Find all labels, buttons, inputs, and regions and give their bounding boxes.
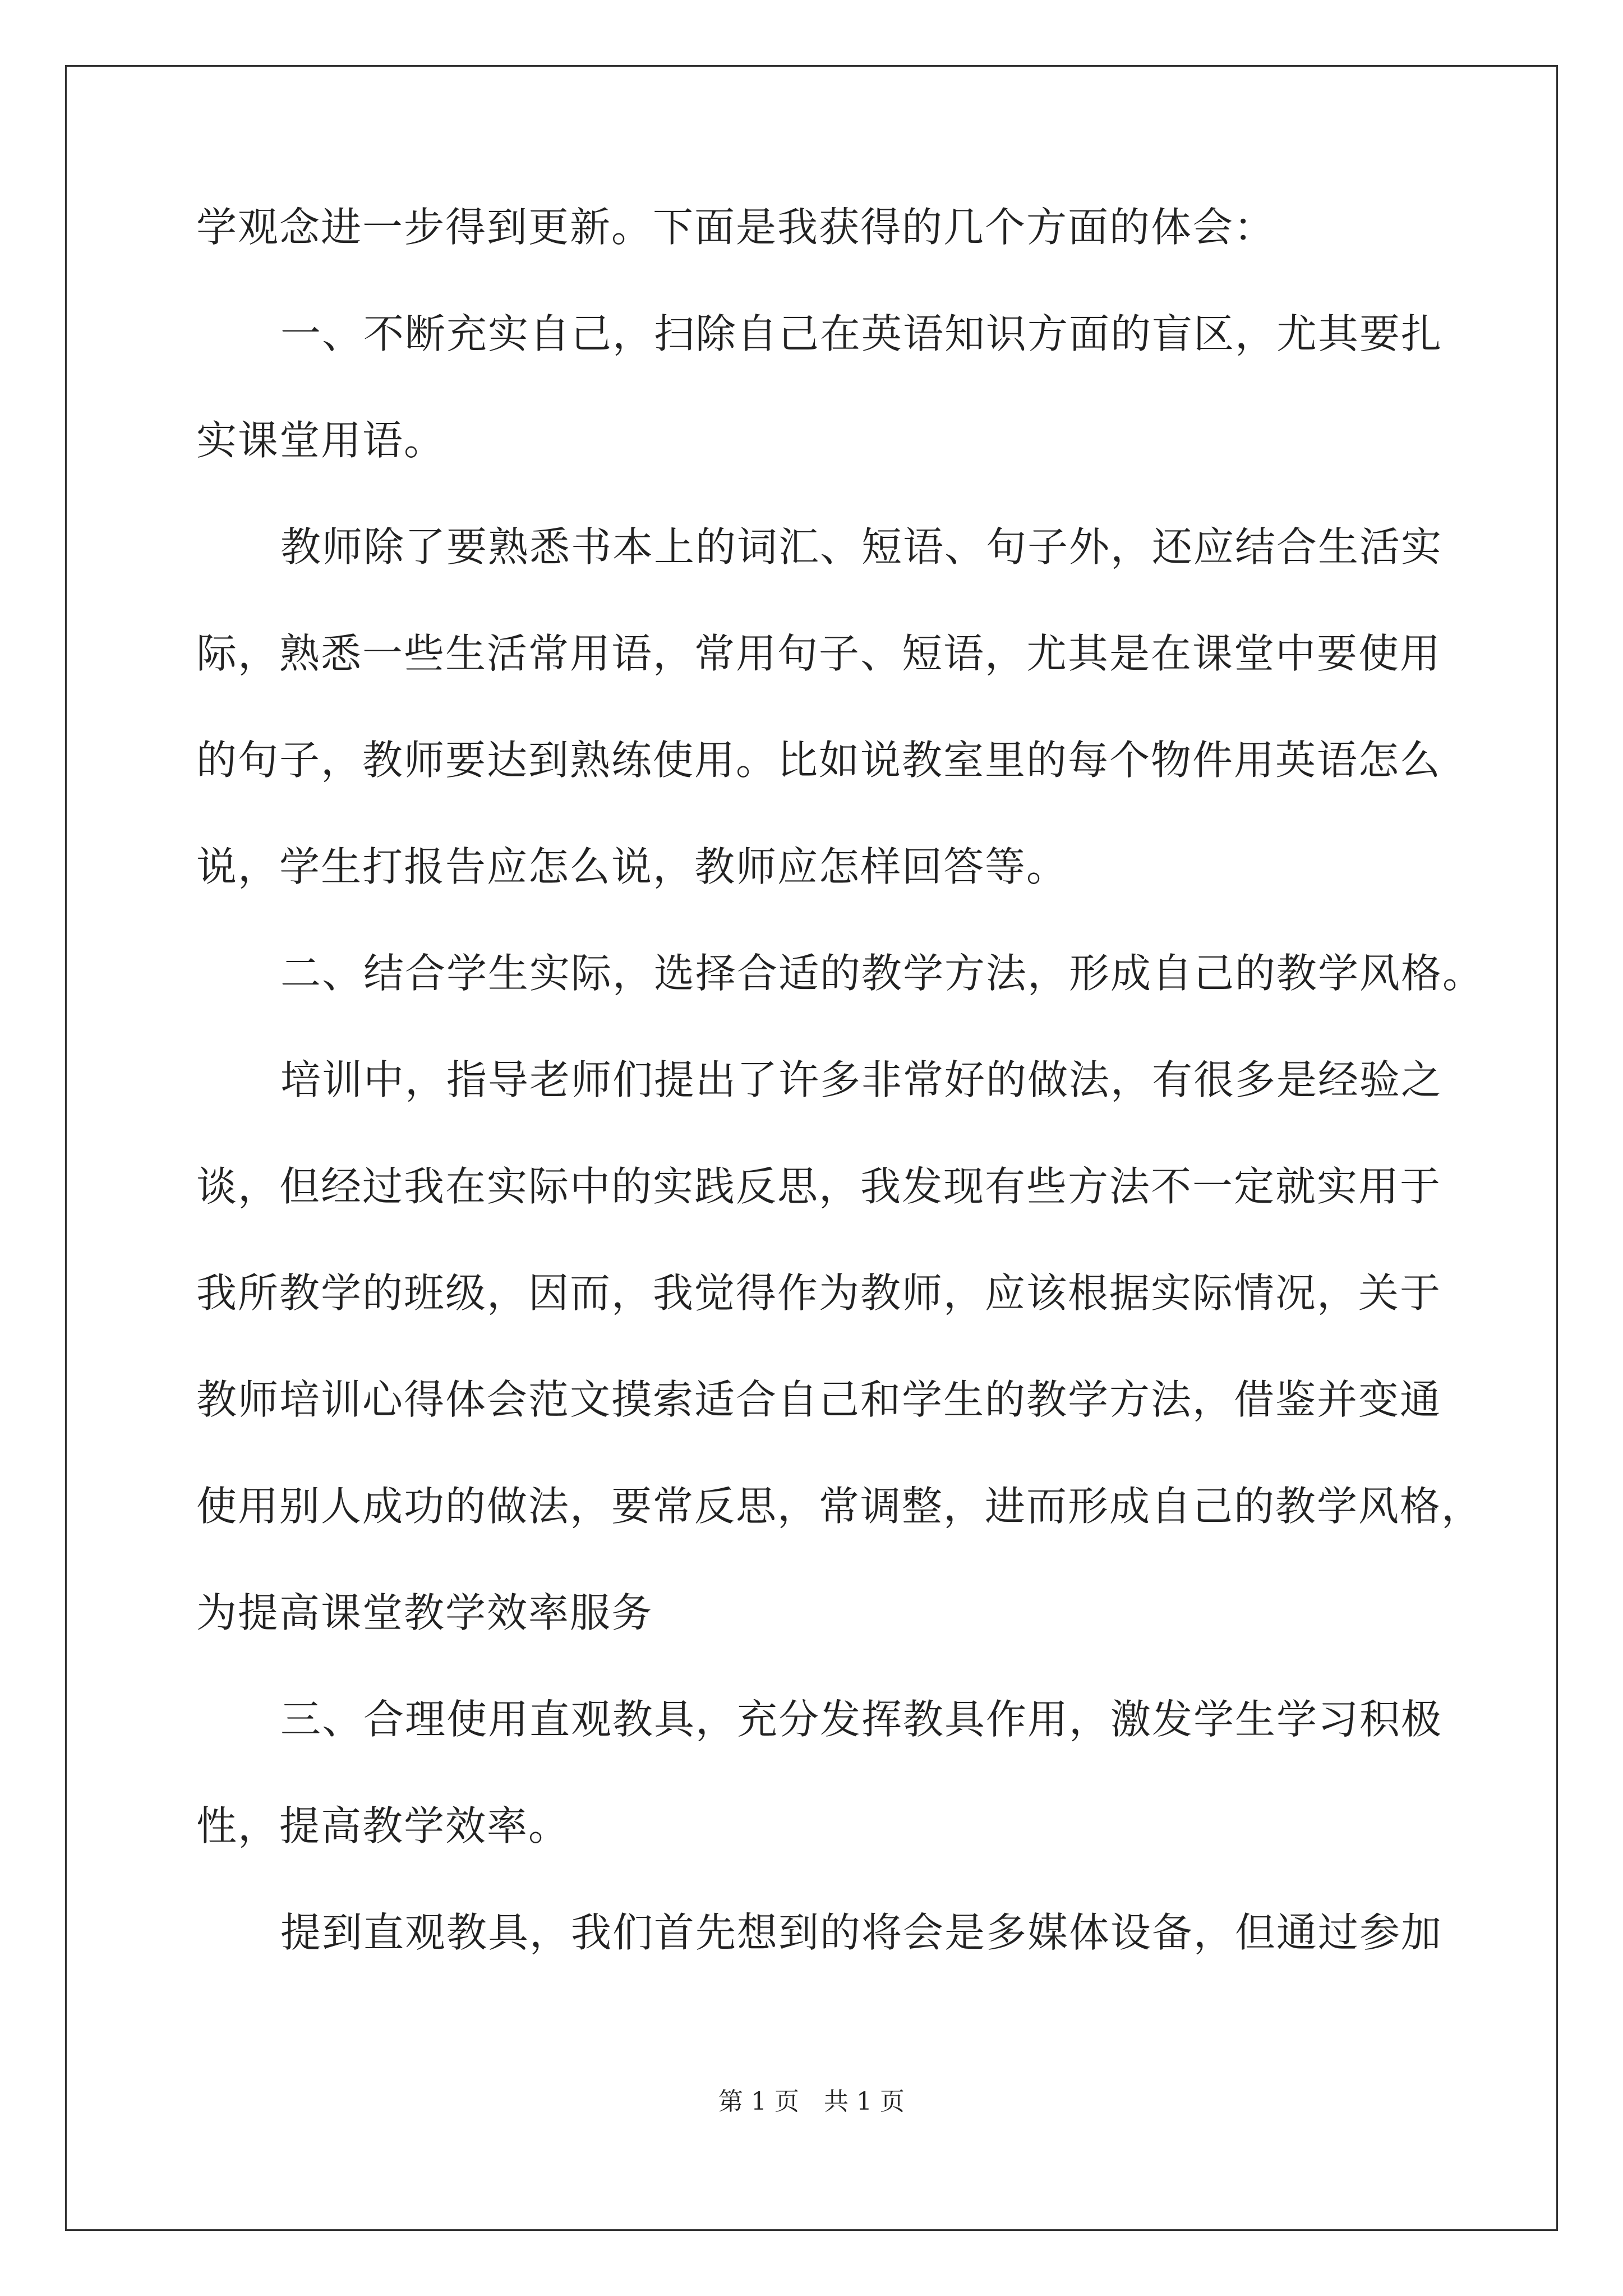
text-line-11: 我所教学的班级，因而，我觉得作为教师，应该根据实际情况，关于	[196, 1269, 1442, 1317]
text-line-9: 培训中，指导老师们提出了许多非常好的做法，有很多是经验之	[280, 1056, 1443, 1103]
text-line-15: 三、合理使用直观教具，充分发挥教具作用，激发学生学习积极	[280, 1696, 1443, 1743]
text-line-7: 说，学生打报告应怎么说，教师应怎样回答等。	[196, 843, 1068, 890]
text-line-2: 一、不断充实自己，扫除自己在英语知识方面的盲区，尤其要扎	[280, 310, 1443, 357]
page-footer: 第 1 页 共 1 页	[718, 2087, 905, 2116]
text-line-6: 的句子，教师要达到熟练使用。比如说教室里的每个物件用英语怎么	[196, 737, 1442, 784]
page-border	[65, 65, 1558, 2231]
text-line-13: 使用别人成功的做法，要常反思，常调整，进而形成自己的教学风格，	[196, 1483, 1483, 1530]
text-line-1: 学观念进一步得到更新。下面是我获得的几个方面的体会：	[196, 204, 1276, 251]
text-line-10: 谈，但经过我在实际中的实践反思，我发现有些方法不一定就实用于	[196, 1163, 1442, 1210]
text-line-8: 二、结合学生实际，选择合适的教学方法，形成自己的教学风格。	[280, 950, 1484, 997]
text-line-14: 为提高课堂教学效率服务	[196, 1589, 653, 1636]
text-line-16: 性，提高教学效率。	[196, 1802, 570, 1849]
text-line-12: 教师培训心得体会范文摸索适合自己和学生的教学方法，借鉴并变通	[196, 1376, 1442, 1423]
text-line-5: 际，熟悉一些生活常用语，常用句子、短语，尤其是在课堂中要使用	[196, 630, 1442, 677]
text-line-17: 提到直观教具，我们首先想到的将会是多媒体设备，但通过参加	[280, 1909, 1443, 1956]
text-line-3: 实课堂用语。	[196, 417, 446, 464]
text-line-4: 教师除了要熟悉书本上的词汇、短语、句子外，还应结合生活实	[280, 523, 1443, 570]
